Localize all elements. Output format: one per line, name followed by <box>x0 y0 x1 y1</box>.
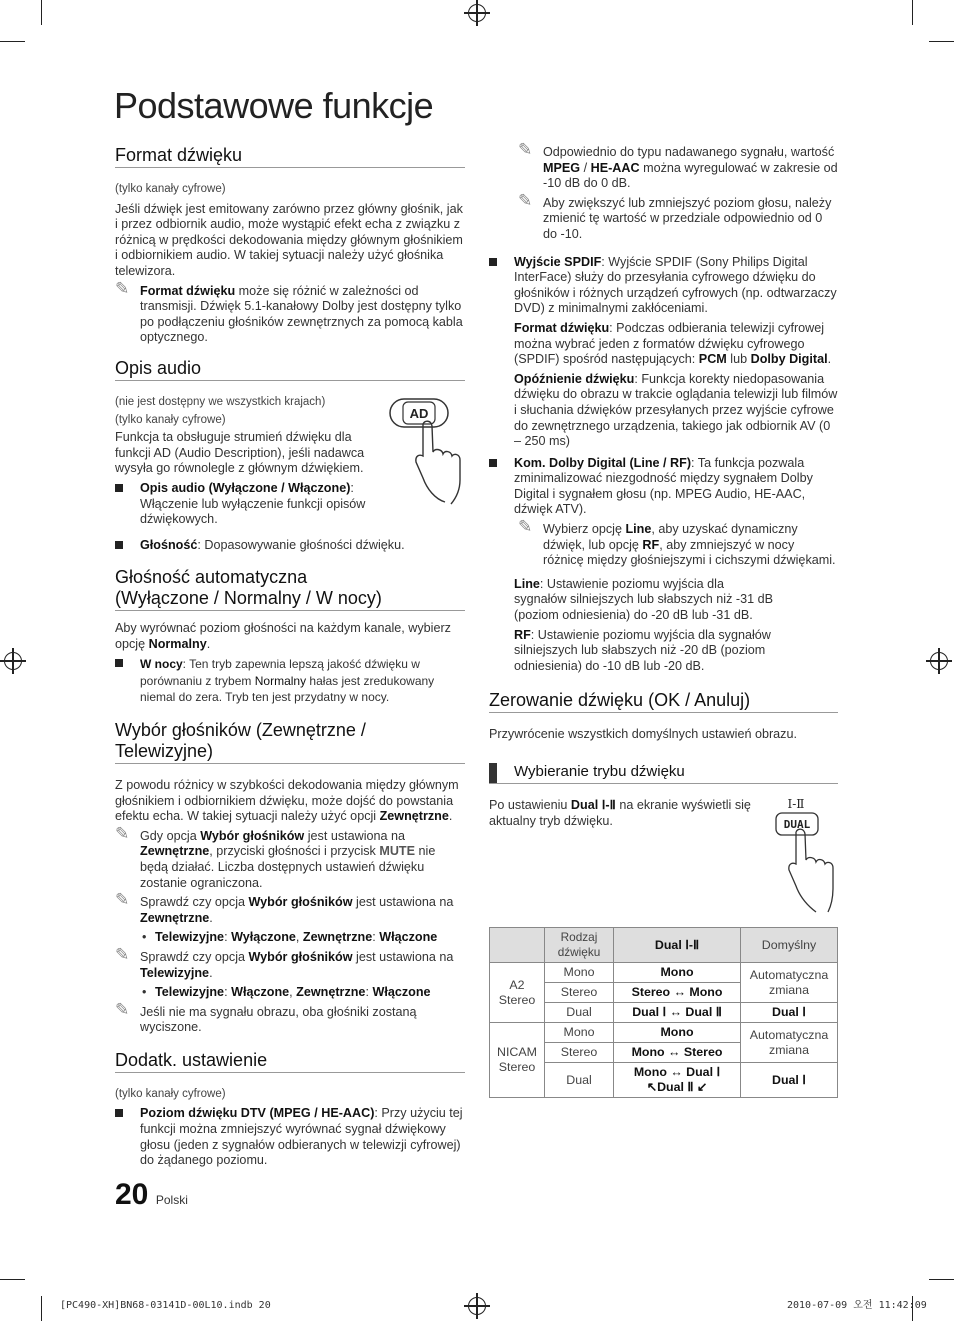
speaker-note-4: ✎ Jeśli nie ma sygnału obrazu, oba głośniki zostaną wyciszone. <box>115 999 417 1035</box>
voice-level-note: ✎ Aby zwiększyć lub zmniejszyć poziom głosu, należy zmienić tę wartość w przedziale odpowiednio od 0 do -10. <box>518 190 832 241</box>
section-heading-sound-reset: Zerowanie dźwięku (OK / Anuluj) <box>489 690 838 713</box>
crop-mark <box>41 1296 42 1321</box>
table-cell: Dual Ⅰ <box>741 1063 838 1098</box>
additional-bullet-dtv-level: Poziom dźwięku DTV (MPEG / HE-AAC): Przy użyciu tej funkcji można zmniejszyć wyrównać sygnał dźwiękowy głosu (jeden z sygnałów odbieranych w telewizji cyfrowej) do żądanego poziomu. <box>115 1106 465 1168</box>
table-header-type: Rodzaj dźwięku <box>545 928 614 963</box>
spdif-format: Format dźwięku: Podczas odbierania telewizji cyfrowej można wybrać jeden z formatów dźwięku cyfrowego (SPDIF) spośród następujących: PCM lub Dolby Digital. <box>514 320 832 367</box>
footer-file: [PC490-XH]BN68-03141D-00L10.indb 20 <box>60 1300 271 1311</box>
speaker-note-3: ✎ Sprawdź czy opcja Wybór głośników jest ustawiona na Telewizyjne. <box>115 944 454 980</box>
page-title: Podstawowe funkcje <box>114 85 434 126</box>
page-number-block <box>115 1178 188 1212</box>
mpeg-note: ✎ Odpowiednio do typu nadawanego sygnału, wartość MPEG / HE-AAC można wyregulować w zakresie od -10 dB do 0 dB. <box>518 140 838 191</box>
table-cell: Mono ↔ Dual Ⅰ ↖Dual Ⅱ ↙ <box>614 1063 741 1098</box>
pen-note-icon: ✎ <box>518 140 533 159</box>
bullet-square-icon <box>115 541 123 549</box>
footer-date: 2010-07-09 오전 11:42:09 <box>787 1300 927 1311</box>
table-cell: Mono <box>614 963 741 983</box>
table-cell: Automatyczna zmiana <box>741 963 838 1003</box>
sound-reset-body: Przywrócenie wszystkich domyślnych ustawień obrazu. <box>489 727 797 742</box>
opis-bullet-ad: Opis audio (Wyłączone / Włączone): Włączenie lub wyłączenie funkcji opisów dźwiękowych. <box>115 481 380 528</box>
pen-note-icon: ✎ <box>518 190 533 210</box>
spdif-delay: Opóźnienie dźwięku: Funkcja korekty niedopasowania dźwięku do obrazu w trakcie oglądania telewizji lub filmów i słuchania dźwięków przesyłanych przez wyjście cyfrowe do zewnętrznego urządzenia, takiego jak odbiornik AV (0 – 250 ms) <box>514 371 838 449</box>
crop-mark <box>929 41 954 42</box>
crop-mark <box>0 41 25 42</box>
opis-body: Funkcja ta obsługuje strumień dźwięku dla funkcji AD (Audio Description), jeśli nadawca wysyła go równolegle z głównym dźwiękiem. <box>115 430 365 476</box>
sound-mode-table <box>489 927 838 1098</box>
line-rf-note: ✎ Wybierz opcję Line, aby uzyskać dynamiczny dźwięk, lub opcję RF, aby zmniejszyć w nocy różnicę między głośniejszymi i cichszymi dźwiękami. <box>518 517 836 568</box>
table-header-default: Domyślny <box>741 928 838 963</box>
registration-mark-icon <box>468 4 486 22</box>
table-cell: Stereo <box>545 1043 614 1063</box>
table-cell: Dual Ⅰ <box>741 1003 838 1023</box>
speaker-dot-1: • Telewizyjne: Wyłączone, Zewnętrzne: Włączone <box>142 930 438 945</box>
section-heading-opis: Opis audio <box>115 358 465 381</box>
bullet-square-icon <box>489 258 497 266</box>
table-cell-a2: A2 Stereo <box>490 963 545 1023</box>
format-note-digital: (tylko kanały cyfrowe) <box>115 183 226 195</box>
opis-note-countries: (nie jest dostępny we wszystkich krajach) <box>115 395 326 408</box>
bullet-square-icon <box>115 484 123 492</box>
line-description: Line: Ustawienie poziomu wyjścia dla sygnałów silniejszych lub słabszych niż -31 dB (poziom odniesienia) do -20 dB lub -31 dB. <box>514 576 773 623</box>
pen-note-icon: ✎ <box>115 944 130 964</box>
pen-note-icon: ✎ <box>115 999 130 1019</box>
table-cell: Dual <box>545 1003 614 1023</box>
auto-volume-body: Aby wyrównać poziom głośności na każdym kanale, wybierz opcję Normalny. <box>115 621 451 651</box>
crop-mark <box>0 1279 25 1280</box>
table-cell: Mono <box>545 1023 614 1043</box>
page-number: 20 <box>115 1178 149 1211</box>
opis-block <box>115 395 465 553</box>
dolby-compression-bullet: Kom. Dolby Digital (Line / RF): Ta funkcja pozwala zminimalizować niezgodność między sygnałem Dolby Digital i sygnałem głosu (np. MPEG Audio, HE-AAC, dźwięk ATV). <box>489 456 838 518</box>
speaker-note-1: ✎ Gdy opcja Wybór głośników jest ustawiona na Zewnętrzne, przyciski głośności i przycisk MUTE nie będą działać. Liczba dostępnych ustawień dźwięku zostanie ograniczona. <box>115 823 436 890</box>
pen-note-icon: ✎ <box>115 278 130 298</box>
format-body: Jeśli dźwięk jest emitowany zarówno przez główny głośnik, jak i przez odbiornik audio, może wystąpić efekt echa z związku z różnicą w prędkości dekodowania między głównym głośnikiem i odbiornikiem audio. W takiej sytuacji należy użyć głośnika telewizora. <box>115 201 463 278</box>
table-header-empty <box>490 928 545 963</box>
table-cell: Dual Ⅰ ↔ Dual Ⅱ <box>614 1003 741 1023</box>
bullet-dot-icon: • <box>142 930 147 945</box>
table-cell: Automatyczna zmiana <box>741 1023 838 1063</box>
table-cell-nicam: NICAM Stereo <box>490 1023 545 1098</box>
bullet-square-icon <box>115 1109 123 1117</box>
sound-mode-body: Po ustawieniu Dual Ⅰ-Ⅱ na ekranie wyświetli się aktualny tryb dźwięku. <box>489 798 751 828</box>
svg-text:Ⅰ-Ⅱ: Ⅰ-Ⅱ <box>787 797 805 811</box>
pen-note-icon: ✎ <box>115 890 130 910</box>
crop-mark <box>912 0 913 25</box>
sound-mode-block <box>489 798 838 928</box>
left-column <box>115 145 465 1177</box>
dual-button-hand-icon <box>771 796 841 914</box>
speaker-note-2: ✎ Sprawdź czy opcja Wybór głośników jest ustawiona na Zewnętrzne. <box>115 890 454 925</box>
svg-text:AD: AD <box>409 405 429 421</box>
format-note: ✎ Format dźwięku może się różnić w zależności od transmisji. Dźwięk 5.1-kanałowy Dolby jest dostępny tylko po podłączeniu głośników zewnętrznych za pomocą kabla optycznego. <box>115 278 463 345</box>
bullet-square-icon <box>115 659 123 667</box>
table-cell: Dual <box>545 1063 614 1098</box>
bullet-square-icon <box>489 459 497 467</box>
ad-button-hand-icon <box>387 394 467 506</box>
svg-text:DUAL: DUAL <box>783 818 811 831</box>
right-column <box>489 140 838 1098</box>
crop-mark <box>929 1279 954 1280</box>
pen-note-icon: ✎ <box>518 517 533 537</box>
table-cell: Stereo <box>545 983 614 1003</box>
opis-note-digital: (tylko kanały cyfrowe) <box>115 413 226 426</box>
section-heading-format: Format dźwięku <box>115 145 465 168</box>
registration-mark-icon <box>930 652 948 670</box>
rf-description: RF: Ustawienie poziomu wyjścia dla sygnałów silniejszych lub słabszych niż -20 dB (poziom odniesienia) do -10 dB lub -20 dB. <box>514 627 771 673</box>
opis-bullet-volume: Głośność: Dopasowywanie głośności dźwięku. <box>115 538 465 554</box>
table-cell: Mono <box>614 1023 741 1043</box>
crop-mark <box>41 0 42 25</box>
section-heading-sound-mode: Wybieranie trybu dźwięku <box>489 761 838 784</box>
registration-mark-icon <box>4 652 22 670</box>
speaker-dot-2: • Telewizyjne: Włączone, Zewnętrzne: Włączone <box>142 985 431 1000</box>
registration-mark-icon <box>468 1297 486 1315</box>
bullet-dot-icon: • <box>142 985 147 1000</box>
auto-volume-bullet-night: W nocy: Ten tryb zapewnia lepszą jakość dźwięku w porównaniu z trybem Normalny hałas jest zredukowany niemal do zera. Tryb ten jest przydatny w nocy. <box>115 656 465 706</box>
table-cell: Mono <box>545 963 614 983</box>
speaker-body: Z powodu różnicy w szybkości dekodowania między głównym głośnikiem i odbiornikiem dźwięku, może dojść do powstania efektu echa. W takiej sytuacji należy użyć opcji Zewnętrzne. <box>115 777 459 824</box>
section-heading-speaker-select: Wybór głośników (Zewnętrzne / Telewizyjne) <box>115 720 465 764</box>
heading-bar-icon <box>489 763 497 783</box>
table-header-dual: Dual Ⅰ-Ⅱ <box>614 928 741 963</box>
page-language: Polski <box>155 1193 188 1207</box>
section-heading-auto-volume: Głośność automatyczna (Wyłączone / Normalny / W nocy) <box>115 567 465 611</box>
section-heading-additional: Dodatk. ustawienie <box>115 1050 465 1073</box>
spdif-bullet: Wyjście SPDIF: Wyjście SPDIF (Sony Philips Digital InterFace) służy do przesyłania cyfrowego dźwięku do głośników i różnych urządzeń cyfrowych (np. odtwarzaczy DVD) z minimalnymi zakłóceniami. <box>489 255 838 317</box>
additional-note-digital: (tylko kanały cyfrowe) <box>115 1087 226 1100</box>
table-cell: Mono ↔ Stereo <box>614 1043 741 1063</box>
pen-note-icon: ✎ <box>115 823 130 843</box>
table-cell: Stereo ↔ Mono <box>614 983 741 1003</box>
